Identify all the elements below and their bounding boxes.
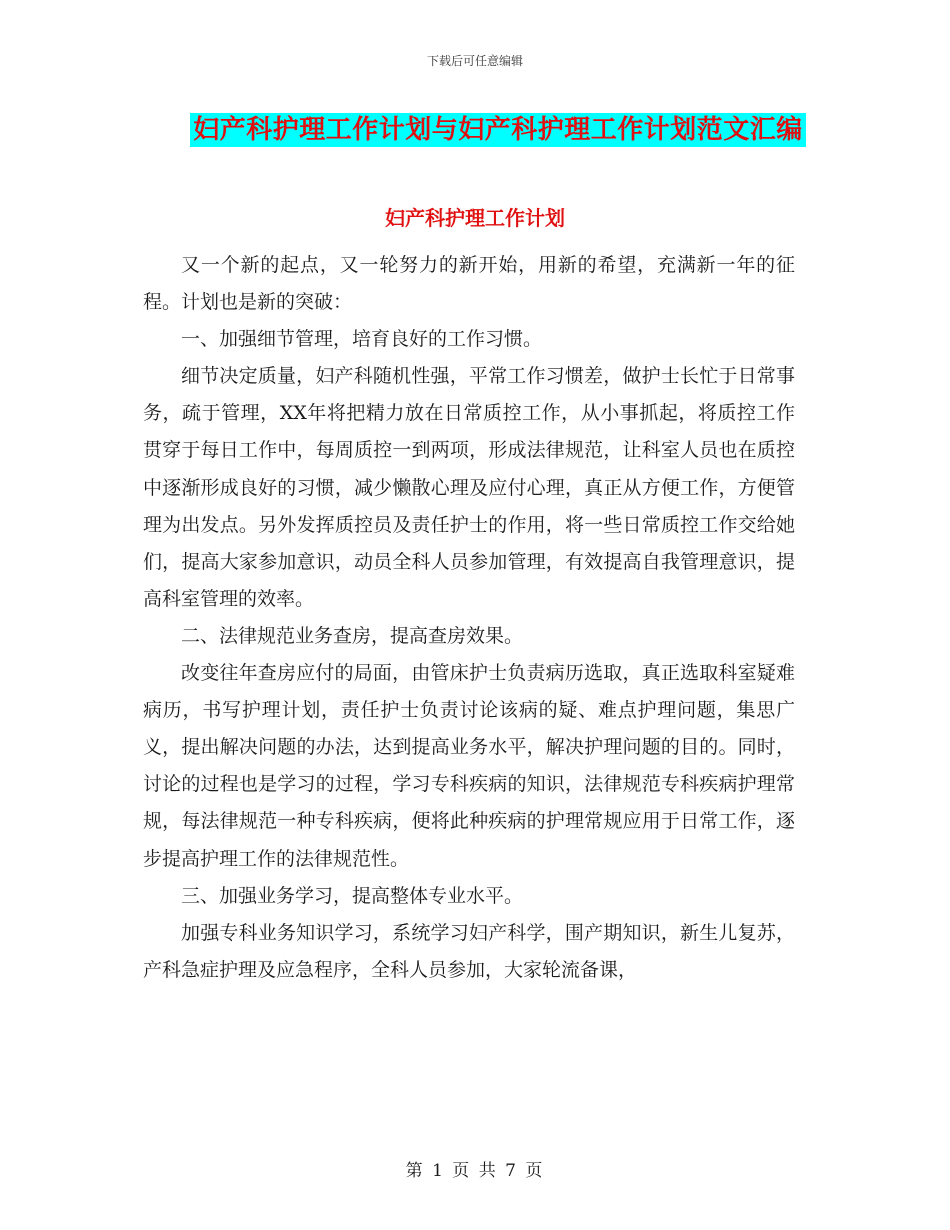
document-title-container xyxy=(0,113,950,147)
paragraph-intro: 又一个新的起点，又一轮努力的新开始，用新的希望，充满新一年的征程。计划也是新的突破： xyxy=(143,254,795,314)
heading-2: 二、法律规范业务查房，提高查房效果。 xyxy=(181,624,524,647)
document-title: 妇产科护理工作计划与妇产科护理工作计划范文汇编 xyxy=(190,113,806,147)
section-title: 妇产科护理工作计划 xyxy=(385,206,565,230)
page-header-note: 下载后可任意编辑 xyxy=(426,54,523,68)
paragraph-1: 细节决定质量，妇产科随机性强，平常工作习惯差，做护士长忙于日常事务，疏于管理，XX年将把精力放在日常质控工作，从小事抓起，将质控工作贯穿于每日工作中，每周质控一到两项，形成法律规范，让科室人员也在质控中逐渐形成良好的习惯，减少懒散心理及应付心理，真正从方便工作，方便管理为出发点。另外发挥质控员及责任护士的作用，将一些日常质控工作交给她们，提高大家参加意识，动员全科人员参加管理，有效提高自我管理意识，提高科室管理的效率。 xyxy=(143,365,795,610)
paragraph-2: 改变往年查房应付的局面，由管床护士负责病历选取，真正选取科室疑难病历，书写护理计划，责任护士负责讨论该病的疑、难点护理问题，集思广义，提出解决问题的办法，达到提高业务水平，解决护理问题的目的。同时，讨论的过程也是学习的过程，学习专科疾病的知识，法律规范专科疾病护理常规，每法律规范一种专科疾病，便将此种疾病的护理常规应用于日常工作，逐步提高护理工作的法律规范性。 xyxy=(143,662,795,870)
paragraph-3: 加强专科业务知识学习，系统学习妇产科学，围产期知识，新生儿复苏，产科急症护理及应急程序，全科人员参加，大家轮流备课， xyxy=(143,921,795,981)
heading-1: 一、加强细节管理，培育良好的工作习惯。 xyxy=(181,328,543,351)
document-body xyxy=(143,247,795,989)
page-number-footer: 第 1 页 共 7 页 xyxy=(405,1161,545,1181)
heading-3: 三、加强业务学习，提高整体专业水平。 xyxy=(181,884,524,907)
